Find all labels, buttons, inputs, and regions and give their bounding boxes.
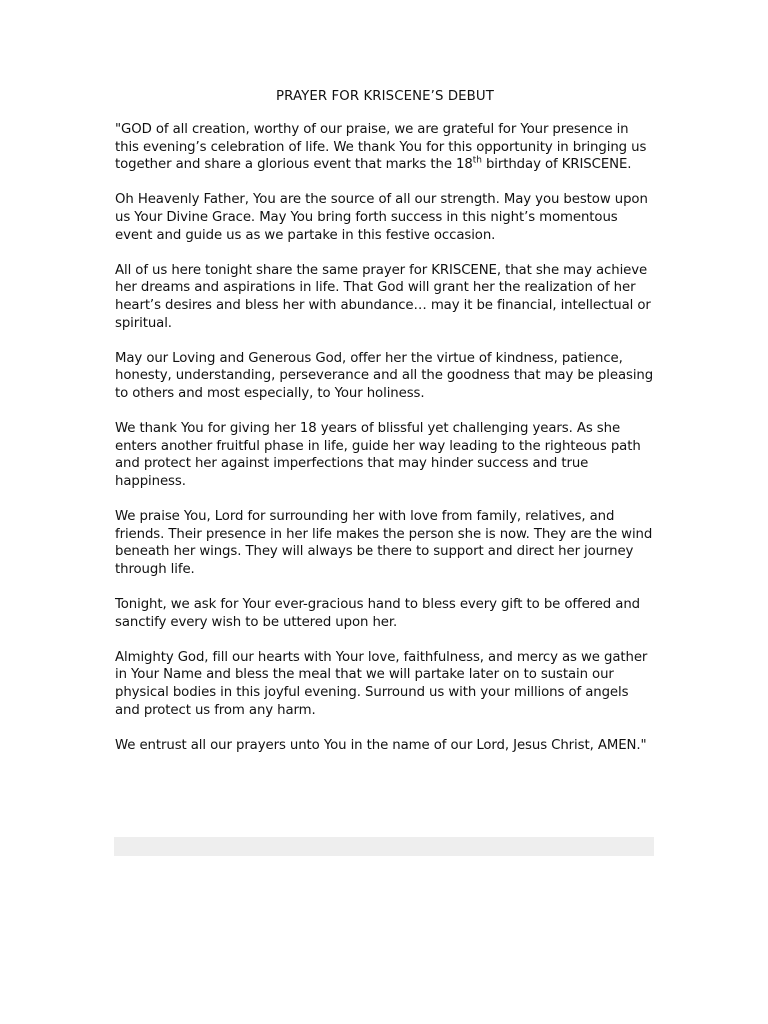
ordinal-superscript: th — [472, 155, 482, 166]
paragraph-4: May our Loving and Generous God, offer her the virtue of kindness, patience, honesty, understanding, perseverance and all the goodness that may be pleasing to others and most especially, to Your holiness. — [115, 350, 654, 401]
footer-shaded-bar — [114, 837, 654, 856]
document-title: PRAYER FOR KRISCENE’S DEBUT — [276, 89, 494, 104]
document-body — [115, 88, 655, 772]
paragraph-1-text: "GOD of all creation, worthy of our praise, we are grateful for Your presence in this evening’s celebration of life. We thank You for this opportunity in bringing us together and share a glorious event that marks the 18 — [115, 122, 647, 173]
paragraph-8: Almighty God, fill our hearts with Your love, faithfulness, and mercy as we gather in Your Name and bless the meal that we will partake later on to sustain our physical bodies in this joyful evening. Surround us with your millions of angels and protect us from any harm. — [115, 649, 648, 718]
paragraph-1-text-end: birthday of KRISCENE. — [481, 157, 632, 173]
paragraph-6: We praise You, Lord for surrounding her with love from family, relatives, and friends. Their presence in her life makes the person she is now. They are the wind beneath her wings. They will always be there to support and direct her journey through life. — [115, 509, 653, 577]
paragraph-9: We entrust all our prayers unto You in the name of our Lord, Jesus Christ, AMEN." — [115, 737, 647, 753]
paragraph-7: Tonight, we ask for Your ever-gracious hand to bless every gift to be offered and sanctify every wish to be uttered upon her. — [115, 597, 640, 630]
paragraph-5: We thank You for giving her 18 years of blissful yet challenging years. As she enters another fruitful phase in life, guide her way leading to the righteous path and protect her against imperfections that may hinder success and true happiness. — [115, 421, 641, 489]
paragraph-1 — [115, 121, 655, 174]
paragraph-3: All of us here tonight share the same prayer for KRISCENE, that she may achieve her dreams and aspirations in life. That God will grant her the realization of her heart’s desires and bless her with abundance… may it be financial, intellectual or spiritual. — [115, 262, 651, 331]
paragraph-2: Oh Heavenly Father, You are the source of all our strength. May you bestow upon us Your Divine Grace. May You bring forth success in this night’s momentous event and guide us as we partake in this festive occasion. — [115, 192, 648, 243]
